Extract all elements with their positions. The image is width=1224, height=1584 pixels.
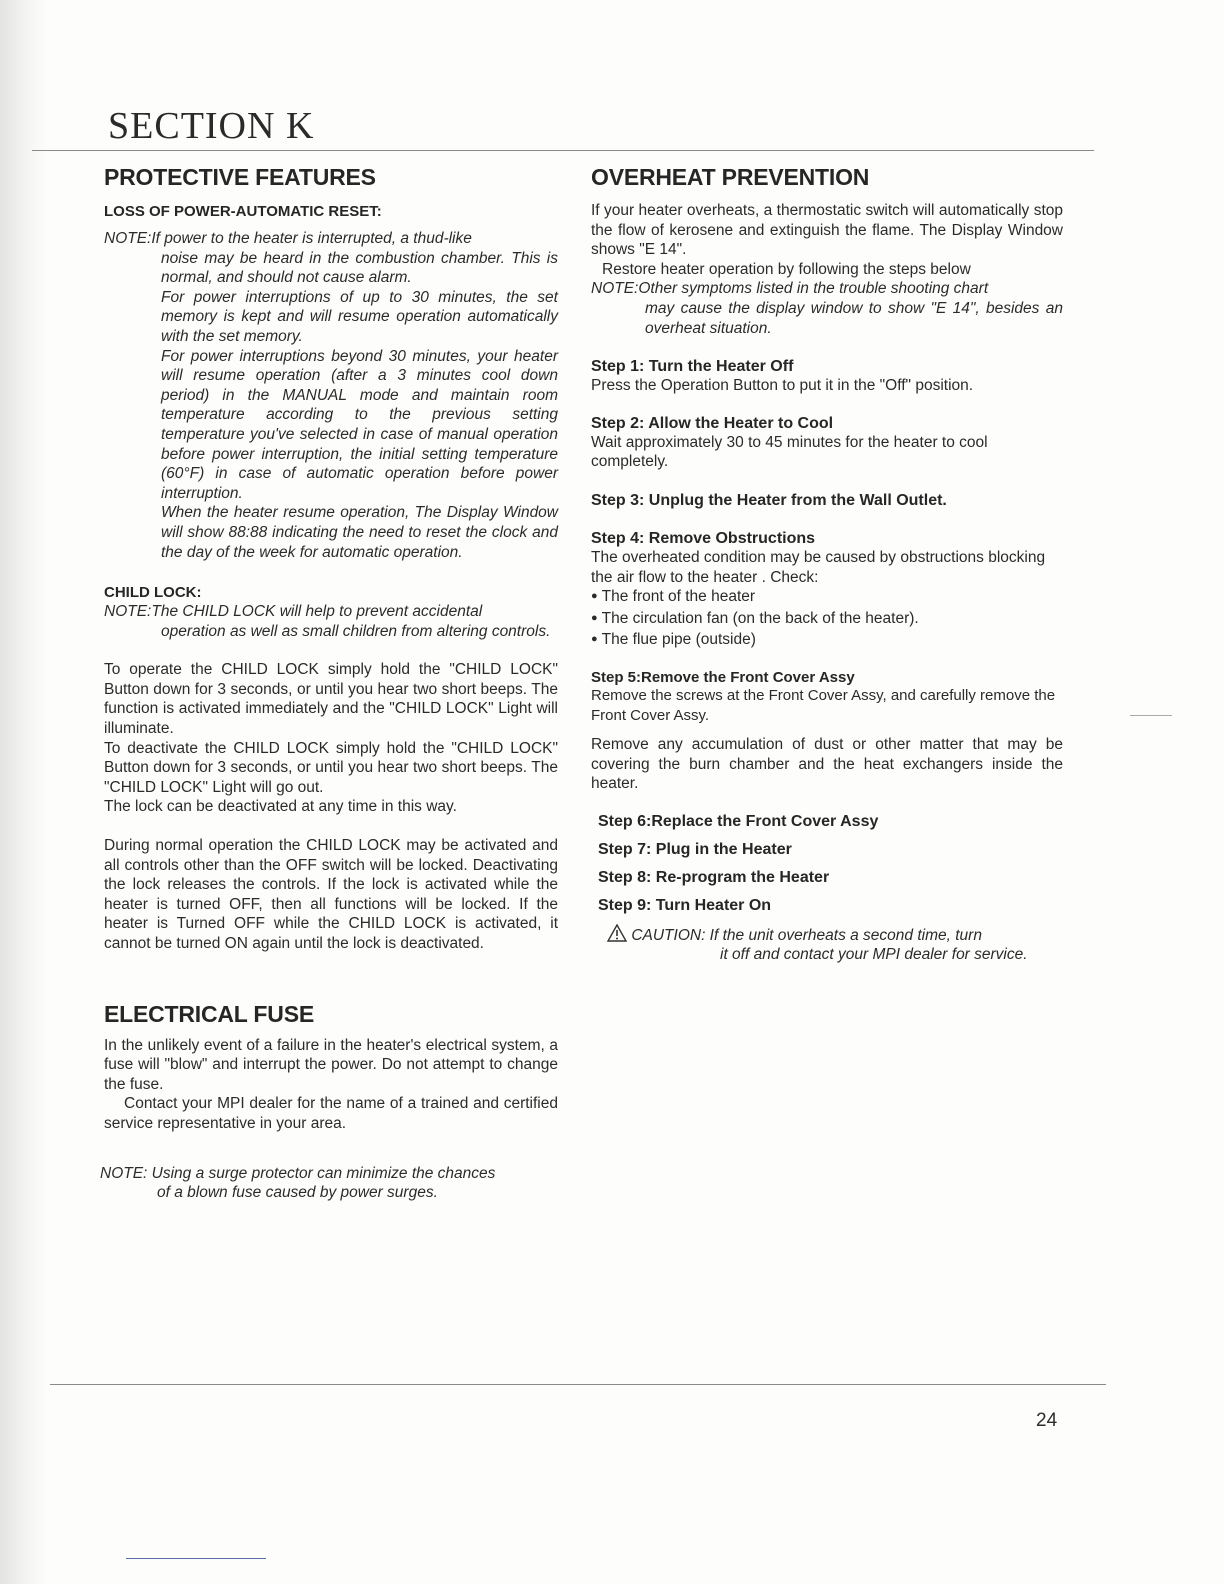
step-7-title: Step 7: Plug in the Heater (598, 840, 792, 858)
step-4-title: Step 4: Remove Obstructions (591, 529, 816, 547)
normal-operation-paragraph: During normal operation the CHILD LOCK may be activated and all controls other than the OFF switch will be locked. Deactivating the lock releases the controls. If the lock is activated while the heater is turned OFF, then all functions will be locked. If the heater is Turned OFF while the CHILD LOCK is activated, it cannot be turned ON again until the lock is deactivated. (104, 837, 558, 952)
caution-rest: it off and contact your MPI dealer for service. (720, 946, 1028, 964)
step-9-title: Step 9: Turn Heater On (598, 896, 772, 914)
step-8-title: Step 8: Re-program the Heater (598, 868, 830, 886)
margin-mark (1130, 715, 1172, 716)
overheat-note (591, 279, 1063, 338)
overheat-intro: If your heater overheats, a thermostatic switch will automatically stop the flow of kerosene and extinguish the flame. The Display Window shows "E 14". (591, 202, 1063, 259)
page-number: 24 (1036, 1410, 1058, 1431)
right-column (591, 164, 1063, 965)
note-line: of a blown fuse caused by power surges. (157, 1184, 438, 1202)
note-line: operation as well as small children from altering controls. (161, 622, 551, 640)
restore-instruction: Restore heater operation by following the steps below (602, 260, 971, 278)
fuse-note (100, 1164, 558, 1203)
loss-of-power-note (104, 229, 558, 562)
note-first-line: NOTE:The CHILD LOCK will help to prevent accidental (104, 603, 483, 621)
note-first-line: NOTE: Using a surge protector can minimize the chances (100, 1164, 496, 1182)
note-first-line: NOTE:Other symptoms listed in the trouble shooting chart (591, 280, 989, 298)
section-title: SECTION K (108, 105, 315, 147)
step-5-title: Step 5:Remove the Front Cover Assy (591, 668, 855, 686)
child-lock-deactivate-paragraph: To deactivate the CHILD LOCK simply hold the "CHILD LOCK" Button down for 3 seconds, or until you hear two short beeps. The "CHILD LOCK" Light will go out. (104, 739, 558, 796)
step-4-text: The overheated condition may be caused by obstructions blocking the air flow to the heater . Check: (591, 548, 1046, 586)
note-line: When the heater resume operation, The Display Window will show 88:88 indicating the need to reset the clock and the day of the week for automatic operation. (161, 504, 558, 561)
bottom-mark (126, 1558, 266, 1559)
step-4-bullet: ● The circulation fan (on the back of the heater). (591, 609, 1063, 631)
footer-rule (50, 1384, 1106, 1385)
step-4-bullet: ● The front of the heater (591, 587, 1063, 609)
step-2-text: Wait approximately 30 to 45 minutes for the heater to cool completely. (591, 433, 988, 471)
step-6-title: Step 6:Replace the Front Cover Assy (598, 812, 879, 830)
protective-features-heading: PROTECTIVE FEATURES (104, 164, 376, 190)
step-2-title: Step 2: Allow the Heater to Cool (591, 414, 834, 432)
step-1-title: Step 1: Turn the Heater Off (591, 358, 794, 376)
step-4-bullet: ● The flue pipe (outside) (591, 630, 1063, 652)
header-rule (32, 150, 1094, 151)
step-5-dust-text: Remove any accumulation of dust or other matter that may be covering the burn chamber and the heat exchangers inside the heater. (591, 736, 1063, 793)
left-column (100, 164, 558, 1203)
note-line: may cause the display window to show "E 14", besides an overheat situation. (645, 299, 1063, 337)
step-1-text: Press the Operation Button to put it in the "Off" position. (591, 377, 974, 395)
fuse-contact-paragraph: Contact your MPI dealer for the name of a trained and certified service representative in your area. (104, 1095, 558, 1132)
child-lock-anytime-paragraph: The lock can be deactivated at any time in this way. (104, 798, 457, 816)
step-5-text: Remove the screws at the Front Cover Assy, and carefully remove the Front Cover Assy. (591, 686, 1056, 724)
child-lock-operate-paragraph: To operate the CHILD LOCK simply hold the "CHILD LOCK" Button down for 3 seconds, or until you hear two short beeps. The function is activated immediately and the "CHILD LOCK" Light will illuminate. (104, 661, 558, 738)
loss-of-power-heading: LOSS OF POWER-AUTOMATIC RESET: (104, 203, 382, 220)
child-lock-note (104, 602, 558, 641)
overheat-prevention-heading: OVERHEAT PREVENTION (591, 164, 870, 190)
note-line: For power interruptions of up to 30 minutes, the set memory is kept and will resume operation automatically with the set memory. (161, 288, 558, 345)
caution-first-line: CAUTION: If the unit overheats a second time, turn (631, 926, 982, 944)
fuse-paragraph: In the unlikely event of a failure in the heater's electrical system, a fuse will "blow" and interrupt the power. Do not attempt to change the fuse. (104, 1036, 558, 1093)
child-lock-heading: CHILD LOCK: (104, 584, 202, 602)
note-line: noise may be heard in the combustion chamber. This is normal, and should not cause alarm. (161, 249, 558, 287)
caution-note (607, 924, 1063, 965)
note-line: For power interruptions beyond 30 minutes, your heater will resume operation (after a 3 minutes cool down period) in the MANUAL mode and maintain room temperature according to the previous setting temperature you've selected in case of manual operation before power interruption, the initial setting temperature (60°F) in case of automatic operation before power interruption. (161, 347, 558, 502)
scan-edge-shadow (0, 0, 48, 1584)
step-3-title: Step 3: Unplug the Heater from the Wall Outlet. (591, 491, 947, 509)
electrical-fuse-heading: ELECTRICAL FUSE (104, 1000, 314, 1027)
warning-triangle-icon (607, 927, 631, 944)
note-first-line: NOTE:If power to the heater is interrupted, a thud-like (104, 230, 472, 247)
